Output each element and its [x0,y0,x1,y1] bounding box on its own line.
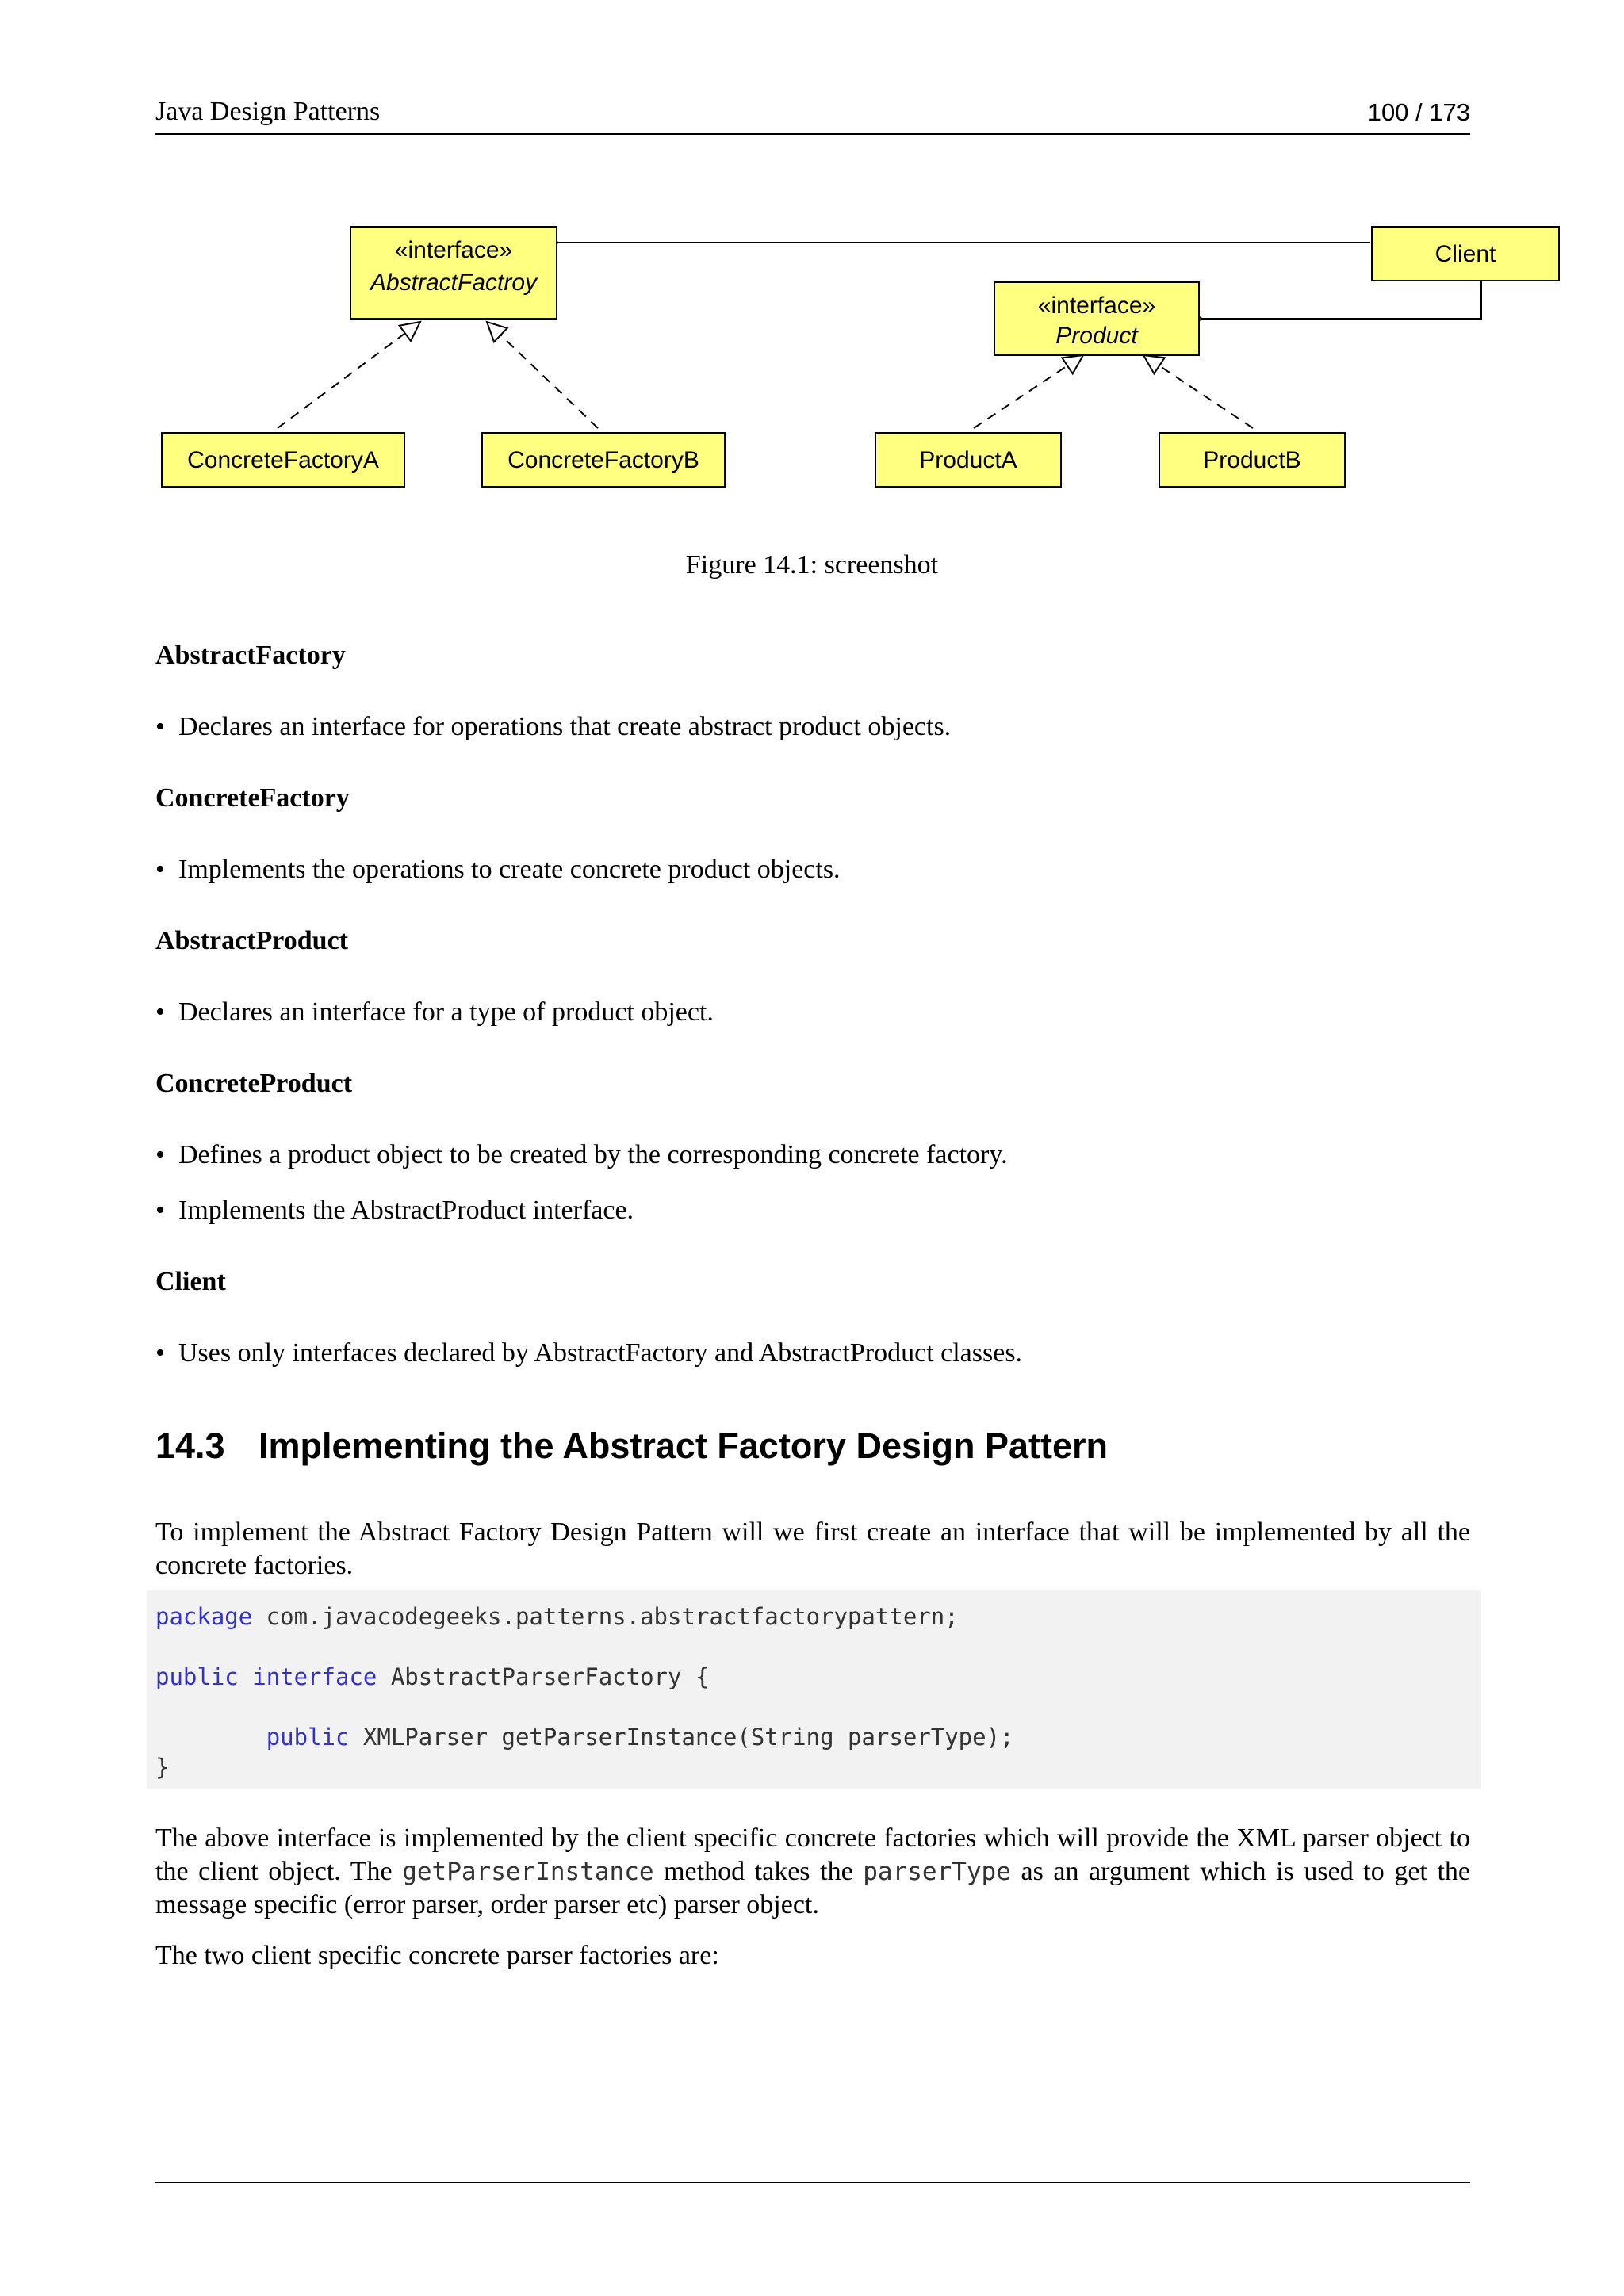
bullet-glyph: • [155,1196,165,1225]
paragraph-text: The above interface is implemented by the client specific concrete factories which will provide the XML parser object to the client object. The [155,1823,1470,1886]
inline-code: getParserInstance [402,1858,654,1886]
bullet-glyph: • [155,997,165,1027]
heading-abstract-factory: AbstractFactory [155,641,346,670]
bullet-text: Implements the AbstractProduct interface. [178,1196,634,1225]
bullet-text: Implements the operations to create concrete product objects. [178,855,841,884]
bullet-item [155,997,714,1027]
running-header-title: Java Design Patterns [155,97,381,126]
bullet-text: Defines a product object to be created by the corresponding concrete factory. [178,1140,1008,1169]
bullet-glyph: • [155,1140,165,1169]
explanation-paragraph [155,1822,1470,1922]
product-stereotype: «interface» [1037,293,1156,319]
factory-b-realization [487,322,598,428]
intro-paragraph: To implement the Abstract Factory Design Pattern will we first create an interface that will be implemented by all the concrete factories. [155,1517,1470,1580]
code-line [155,1724,1014,1751]
bullet-text: Declares an interface for operations that create abstract product objects. [178,712,952,741]
header-rule [155,133,1470,135]
bullet-item [155,1140,1008,1170]
factory-a-realization [278,322,420,428]
bullet-item [155,1338,1022,1368]
client-name: Client [1434,241,1496,267]
code-indent [155,1724,266,1751]
bullet-text: Uses only interfaces declared by AbstractFactory and AbstractProduct classes. [178,1338,1023,1368]
product-a-name: ProductA [919,447,1017,473]
footer-rule [155,2182,1470,2183]
figure-caption: Figure 14.1: screenshot [685,550,939,580]
paragraph-text: method takes the [653,1857,864,1886]
client-to-product-association [1202,281,1481,319]
code-keyword: public [266,1724,350,1751]
bullet-glyph: • [155,1338,165,1368]
product-a-realization [974,355,1083,428]
abstract-factory-name: AbstractFactroy [370,270,538,296]
abstract-factory-box [350,227,557,319]
code-keyword: package [155,1603,253,1630]
product-a-box [875,433,1061,487]
heading-concrete-product: ConcreteProduct [155,1069,353,1098]
concrete-factory-b-box [482,433,725,487]
heading-concrete-factory: ConcreteFactory [155,783,350,813]
code-text: AbstractParserFactory { [377,1663,710,1690]
code-text: XMLParser getParserInstance(String parserType); [349,1724,1014,1751]
product-b-realization [1143,355,1253,428]
uml-diagram [151,214,1570,499]
client-box [1372,227,1559,281]
code-keyword: public [155,1663,239,1690]
code-keyword: interface [252,1663,377,1690]
concrete-factory-a-name: ConcreteFactoryA [187,447,379,473]
product-b-box [1159,433,1345,487]
heading-client: Client [155,1267,226,1296]
concrete-factory-a-box [162,433,404,487]
bullet-item [155,712,951,742]
bullet-item [155,1196,634,1226]
closing-paragraph: The two client specific concrete parser factories are: [155,1941,719,1970]
section-heading [155,1425,1108,1467]
inline-code: parserType [863,1858,1011,1886]
code-line: } [155,1754,170,1781]
section-title: Implementing the Abstract Factory Design Pattern [259,1425,1109,1466]
page-number: 100 / 173 [1367,98,1470,126]
code-line [155,1603,959,1630]
heading-abstract-product: AbstractProduct [155,926,348,955]
paragraph-text: as an argument which is used to get the message specific (error parser, order parser etc) parser object. [155,1857,1470,1919]
product-name: Product [1055,323,1138,349]
product-b-name: ProductB [1203,447,1301,473]
concrete-factory-b-name: ConcreteFactoryB [508,447,699,473]
bullet-glyph: • [155,855,165,884]
abstract-factory-stereotype: «interface» [394,237,513,263]
product-box [994,282,1199,355]
code-text: com.javacodegeeks.patterns.abstractfactorypattern; [252,1603,959,1630]
bullet-item [155,855,841,885]
code-block [147,1590,1481,1789]
bullet-text: Declares an interface for a type of product object. [178,997,714,1027]
section-number: 14.3 [155,1425,225,1466]
code-line [155,1663,709,1690]
bullet-glyph: • [155,712,165,741]
